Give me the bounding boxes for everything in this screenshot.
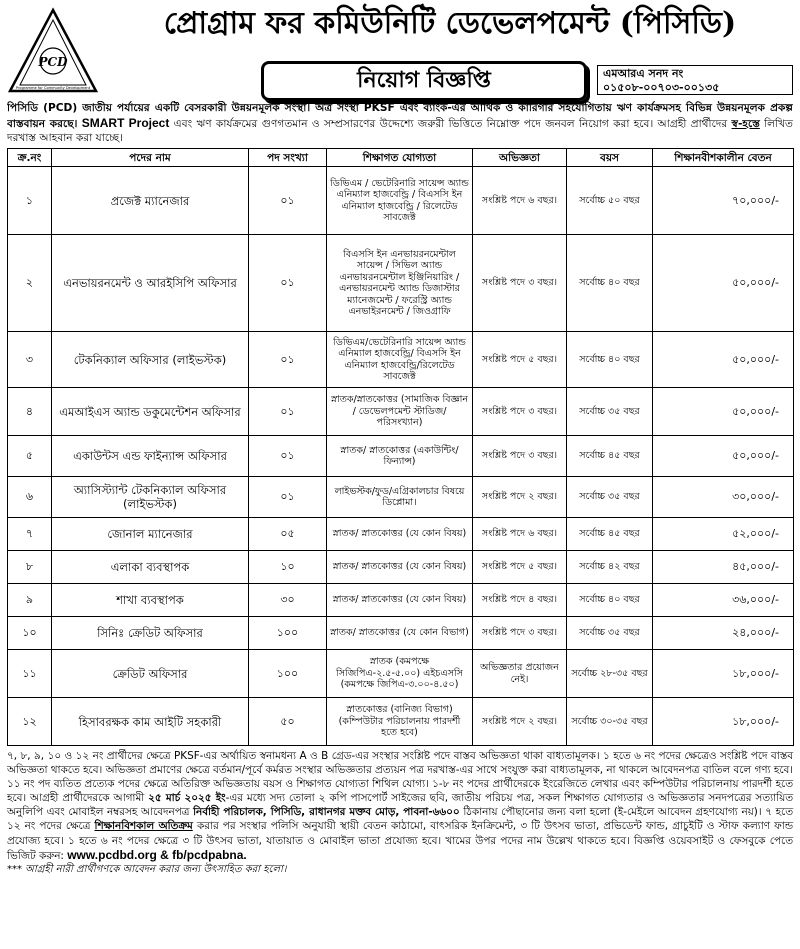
age-cell: সর্বোচ্চ ৪০ বছর: [567, 332, 653, 388]
table-row: [8, 388, 794, 436]
post-name-cell: অ্যাসিস্ট্যান্ট টেকনিক্যাল অফিসার (লাইভস্টক): [52, 477, 249, 518]
post-name-cell: ক্রেডিট অফিসার: [52, 650, 249, 698]
sl-cell: ৪: [8, 388, 52, 436]
education-cell: স্নাতক/ স্নাতকোত্তর (যে কোন বিষয়): [327, 551, 473, 584]
post-name-cell: হিসাবরক্ষক কাম আইটি সহকারী: [52, 698, 249, 746]
post-count-cell: ০১: [249, 332, 327, 388]
intro-part2: এবং ঋণ কার্যক্রমের গুণগতমান ও সম্প্রসারণের উদ্দেশ্যে জরুরী ভিত্তিতে নিম্নোক্ত পদে জনবল নিয়োগ করা হবে। আগ্রহী প্রার্থীদের: [173, 117, 728, 130]
post-name-cell: শাখা ব্যবস্থাপক: [52, 584, 249, 617]
post-count-cell: ১০০: [249, 650, 327, 698]
website-link[interactable]: www.pcdbd.org & fb/pcdpabna.: [67, 847, 247, 862]
salary-cell: ১৮,০০০/-: [653, 650, 794, 698]
sl-cell: ১: [8, 167, 52, 235]
table-row: [8, 436, 794, 477]
experience-cell: সংশ্লিষ্ট পদে ২ বছর।: [473, 477, 567, 518]
age-cell: সর্বোচ্চ ৫০ বছর: [567, 167, 653, 235]
salary-cell: ৫০,০০০/-: [653, 235, 794, 332]
sl-cell: ১১: [8, 650, 52, 698]
sl-cell: ৩: [8, 332, 52, 388]
experience-cell: সংশ্লিষ্ট পদে ৬ বছর।: [473, 518, 567, 551]
footer-text2: -এর মধ্যে সদ্য তোলা ২ কপি পাসপোর্ট সাইজের ছবি, জাতীয় পরিচয় পত্র, সকল শিক্ষাগত যোগ্যতার ও অভিজ্ঞতার সনদপত্রের সত্যায়িত অনুলিপি এবং মোবাইল নম্বরসহ আবেদনপত্র: [7, 792, 794, 819]
mra-registration-box: [597, 65, 793, 95]
age-cell: সর্বোচ্চ ৪৫ বছর: [567, 518, 653, 551]
experience-cell: সংশ্লিষ্ট পদে ৩ বছর।: [473, 436, 567, 477]
footnote: *** আগ্রহী নারী প্রার্থীগণকে আবেদন করার জন্য উৎসাহিত করা হলো।: [7, 863, 287, 875]
table-row: [8, 167, 794, 235]
reg-number: ০১৫০৮-০০৭০৩-০০১৩৫: [603, 81, 720, 94]
sl-header: ক্র.নং: [8, 149, 52, 167]
pcd-logo: [7, 7, 99, 97]
deadline: ২৫ মার্চ ২০২৫ ইং: [148, 792, 226, 805]
age-cell: সর্বোচ্চ ৪০ বছর: [567, 584, 653, 617]
salary-cell: ২৪,০০০/-: [653, 617, 794, 650]
age-cell: সর্বোচ্চ ৪০ বছর: [567, 235, 653, 332]
table-row: [8, 332, 794, 388]
sl-cell: ৬: [8, 477, 52, 518]
salary-cell: ৩৬,০০০/-: [653, 584, 794, 617]
org-title: প্রোগ্রাম ফর কমিউনিটি ডেভেলপমেন্ট (পিসিডি): [163, 6, 737, 41]
education-cell: স্নাতকোত্তর (বানিজ্য বিভাগ) (কম্পিউটার পরিচালনায় পারদর্শী হতে হবে): [327, 698, 473, 746]
footer-text4: করার পর সংস্থার পলিসি অনুযায়ী স্থায়ী বেতন কাঠামো, বাৎসরিক ইনক্রিমেন্ট, ৩ টি উৎসব ভাতা, প্রভিডেন্ট ফান্ড, গ্রাচুইটি ও স্টাফ কল্যাণ ফান্ড প্রযোজ্য হবে। ১ হতে ৬ নং পদের ক্ষেত্রে ৩ টি উৎসব ভাতা, যাতায়াত ও মোবাইল ভাতা প্রযোজ্য হবে। খামের উপর পদের নাম উল্লেখ থাকতে হবে। বিজ্ঞপ্তি ওয়েবসাইট ও ফেসবুকে পেতে ভিজিট করুন:: [7, 820, 794, 862]
experience-cell: সংশ্লিষ্ট পদে ৩ বছর।: [473, 617, 567, 650]
post-count-cell: ০১: [249, 167, 327, 235]
notice-header: [7, 3, 793, 99]
salary-cell: ৫০,০০০/-: [653, 388, 794, 436]
intro-handwritten: স্ব-হস্তে: [731, 117, 760, 130]
experience-cell: সংশ্লিষ্ট পদে ২ বছর।: [473, 698, 567, 746]
probation-text: শিক্ষানবিশকাল অতিক্রম: [94, 820, 193, 833]
post-count-cell: ১০: [249, 551, 327, 584]
experience-header: অভিজ্ঞতা: [473, 149, 567, 167]
table-row: [8, 518, 794, 551]
education-cell: ডিভিএম/ভেটেরিনারি সায়েন্স অ্যান্ড এনিম্যাল হাজবেন্ড্রি/ বিএসসি ইন এনিম্যাল হাজবেন্ড্রি/রিলেটেড সাবজেক্ট: [327, 332, 473, 388]
sl-cell: ২: [8, 235, 52, 332]
post-name-cell: সিনিঃ ক্রেডিট অফিসার: [52, 617, 249, 650]
post-name-cell: জোনাল ম্যানেজার: [52, 518, 249, 551]
post-count-cell: ৫০: [249, 698, 327, 746]
post-name-cell: এমআইএস অ্যান্ড ডকুমেন্টেশন অফিসার: [52, 388, 249, 436]
salary-cell: ৫০,০০০/-: [653, 332, 794, 388]
post-name-cell: এনভায়রনমেন্ট ও আরইসিপি অফিসার: [52, 235, 249, 332]
post-count-cell: ০১: [249, 477, 327, 518]
age-header: বয়স: [567, 149, 653, 167]
age-cell: সর্বোচ্চ ৩৫ বছর: [567, 477, 653, 518]
age-cell: সর্বোচ্চ ৪২ বছর: [567, 551, 653, 584]
salary-cell: ৭০,০০০/-: [653, 167, 794, 235]
age-cell: সর্বোচ্চ ৩৫ বছর: [567, 617, 653, 650]
age-cell: সর্বোচ্চ ৩৫ বছর: [567, 388, 653, 436]
post-name-cell: এলাকা ব্যবস্থাপক: [52, 551, 249, 584]
notice-title: নিয়োগ বিজ্ঞপ্তি: [261, 61, 587, 101]
intro-part3: লিখিত দরখাস্ত আহবান করা যাচ্ছে।: [7, 117, 793, 144]
table-row: [8, 551, 794, 584]
sl-cell: ৭: [8, 518, 52, 551]
post-count-cell: ১০০: [249, 617, 327, 650]
footer-paragraph: [7, 749, 793, 863]
experience-cell: সংশ্লিষ্ট পদে ৩ বছর।: [473, 388, 567, 436]
table-row: [8, 477, 794, 518]
table-row: [8, 235, 794, 332]
footer-text3: ঠিকানায় পৌছানোর জন্য বলা হলো (ই-মেইলে আবেদন গ্রহণযোগ্য নয়)। ৭ হতে ১২ নং পদের ক্ষেত্রে: [7, 806, 794, 833]
sl-cell: ৯: [8, 584, 52, 617]
salary-cell: ৪৫,০০০/-: [653, 551, 794, 584]
post-count-cell: ৩০: [249, 584, 327, 617]
education-cell: স্নাতক/ স্নাতকোত্তর (একাউন্টিং/ফিন্যান্স): [327, 436, 473, 477]
age-cell: সর্বোচ্চ ২৮-৩৫ বছর: [567, 650, 653, 698]
smart-project: SMART Project: [81, 115, 170, 130]
salary-header: শিক্ষানবীশকালীন বেতন: [653, 149, 794, 167]
post-name-cell: একাউন্টস এন্ড ফাইন্যান্স অফিসার: [52, 436, 249, 477]
salary-cell: ৩০,০০০/-: [653, 477, 794, 518]
post-count-cell: ০১: [249, 235, 327, 332]
recruitment-notice: [7, 3, 793, 943]
education-cell: লাইভস্টক/ফুড/এগ্রিকালচার বিষয়ে ডিপ্লোমা।: [327, 477, 473, 518]
sl-cell: ১০: [8, 617, 52, 650]
experience-cell: সংশ্লিষ্ট পদে ৬ বছর।: [473, 167, 567, 235]
experience-cell: অভিজ্ঞতার প্রয়োজন নেই।: [473, 650, 567, 698]
logo-caption: Programme for Community Development: [15, 86, 91, 90]
table-header-row: [8, 149, 794, 167]
sl-cell: ১২: [8, 698, 52, 746]
education-cell: ডিভিএম / ভেটেরিনারি সায়েন্স অ্যান্ড এনিম্যাল হাজবেন্ড্রি / বিএসসি ইন এনিম্যাল হাজবেন্ড্রি / রিলেটেড সাবজেক্ট: [327, 167, 473, 235]
experience-cell: সংশ্লিষ্ট পদে ৫ বছর।: [473, 551, 567, 584]
sl-cell: ৫: [8, 436, 52, 477]
table-row: [8, 650, 794, 698]
sl-cell: ৮: [8, 551, 52, 584]
education-cell: স্নাতক/ স্নাতকোত্তর (যে কোন বিষয়): [327, 518, 473, 551]
post-name-cell: প্রজেক্ট ম্যানেজার: [52, 167, 249, 235]
table-body: [8, 167, 794, 746]
post-count-cell: ০৫: [249, 518, 327, 551]
age-cell: সর্বোচ্চ ৪৫ বছর: [567, 436, 653, 477]
footer-text1: ৭, ৮, ৯, ১০ ও ১২ নং প্রার্থীদের ক্ষেত্রে PKSF-এর অর্থায়িত স্বনামধন্য A ও B গ্রেড-এর সংস্থার সংশ্লিষ্ট পদে বাস্তব অভিজ্ঞতা থাকা বাধ্যতামূলক। ১ হতে ৬ নং পদের ক্ষেত্রেও সংশ্লিষ্ট পদে বাস্তব অভিজ্ঞতা থাকতে হবে। অভিজ্ঞতা প্রমাণের ক্ষেত্রে বর্তমান/পূর্বে কর্মরত সংস্থার অভিজ্ঞতার প্রত্যয়ন পত্র দরখাস্ত-এর সাথে সংযুক্ত করা বাধ্যতামূলক, না থাকলে আবেদনপত্র বাতিল বলে গণ্য হবে। ১১ নং পদ ব্যতিত প্রত্যেক পদের ক্ষেত্রে অতিরিক্ত অভিজ্ঞতায় বয়স ও শিক্ষাগত যোগ্যতা শিথিল যোগ্য। ১-৮ নং পদের প্রার্থীদেরকে ইংরেজিতে লেখার এবং কম্পিউটার পরিচালনায় পারদর্শী হতে হবে। আগ্রহী প্রার্থীদেরকে আগামী: [7, 750, 793, 805]
address: নির্বাহী পরিচালক, পিসিডি, রাধানগর মক্তব মোড়, পাবনা-৬৬০০: [193, 806, 460, 819]
table-row: [8, 698, 794, 746]
count-header: পদ সংখ্যা: [249, 149, 327, 167]
salary-cell: ৫২,০০০/-: [653, 518, 794, 551]
experience-cell: সংশ্লিষ্ট পদে ৫ বছর।: [473, 332, 567, 388]
reg-label: এমআরএ সনদ নং: [603, 67, 684, 80]
table-row: [8, 584, 794, 617]
education-cell: স্নাতক/ স্নাতকোত্তর (যে কোন বিভাগ): [327, 617, 473, 650]
experience-cell: সংশ্লিষ্ট পদে ৪ বছর।: [473, 584, 567, 617]
experience-cell: সংশ্লিষ্ট পদে ৩ বছর।: [473, 235, 567, 332]
education-cell: স্নাতক (কমপক্ষে সিজিপিএ-২.৫-৫.০০) এইচএসসি (কমপক্ষে জিপিএ-৩.০০-৪.৫০): [327, 650, 473, 698]
education-header: শিক্ষাগত যোগ্যতা: [327, 149, 473, 167]
age-cell: সর্বোচ্চ ৩০-৩৫ বছর: [567, 698, 653, 746]
education-cell: বিএসসি ইন এনভায়রনমেন্টাল সায়েন্স / সিভিল অ্যান্ড এনভায়রনমেন্টাল ইঞ্জিনিয়ারিং / এনভায়রনমেন্ট অ্যান্ড ডিজাস্টার ম্যানেজমেন্ট / ফরেস্ট্রি অ্যান্ড এনভাইরনমেন্ট / জিওগ্রাফি: [327, 235, 473, 332]
job-table: [7, 148, 794, 746]
table-row: [8, 617, 794, 650]
education-cell: স্নাতক/ স্নাতকোত্তর (যে কোন বিষয়): [327, 584, 473, 617]
intro-part1: পিসিডি (PCD) জাতীয় পর্যায়ের একটি বেসরকারী উন্নয়নমূলক সংস্থা। অত্র সংস্থা PKSF এবং ব্যাংক-এর আর্থিক ও কারিগরি সহযোগিতায় ঋণ কার্যক্রমসহ বিভিন্ন উন্নয়নমূলক প্রকল্প বাস্তবায়ন করছে।: [7, 102, 793, 130]
education-cell: স্নাতক/স্নাতকোত্তর (সামাজিক বিজ্ঞান / ডেভেলপমেন্ট স্টাডিজ/পরিসংখ্যান): [327, 388, 473, 436]
salary-cell: ৫০,০০০/-: [653, 436, 794, 477]
post-count-cell: ০১: [249, 388, 327, 436]
post-name-cell: টেকনিক্যাল অফিসার (লাইভস্টক): [52, 332, 249, 388]
post-header: পদের নাম: [52, 149, 249, 167]
post-count-cell: ০১: [249, 436, 327, 477]
salary-cell: ১৮,০০০/-: [653, 698, 794, 746]
intro-paragraph: [7, 101, 793, 147]
logo-text: PCD: [38, 55, 68, 69]
